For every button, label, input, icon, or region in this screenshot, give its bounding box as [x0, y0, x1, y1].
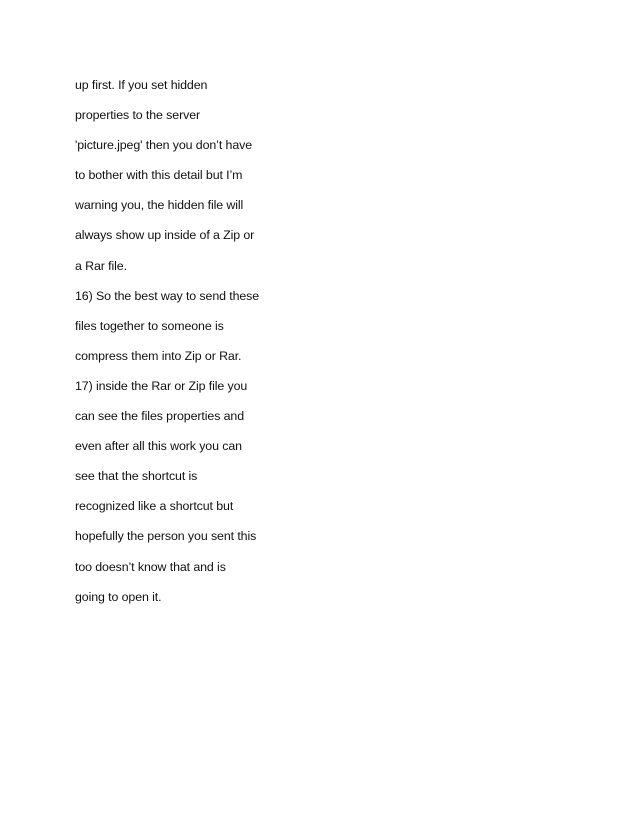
text-line: properties to the server: [75, 108, 201, 123]
text-line: 16) So the best way to send these: [75, 288, 260, 303]
text-line: to bother with this detail but I’m: [75, 168, 243, 183]
text-line: 'picture.jpeg' then you don’t have: [75, 138, 252, 153]
text-line: going to open it.: [75, 589, 162, 604]
text-line: a Rar file.: [75, 258, 127, 273]
text-line: files together to someone is: [75, 318, 224, 333]
text-line: always show up inside of a Zip or: [75, 228, 255, 243]
text-line: too doesn’t know that and is: [75, 559, 226, 574]
text-line: recognized like a shortcut but: [75, 499, 234, 514]
text-line: warning you, the hidden file will: [75, 198, 244, 213]
text-line: even after all this work you can: [75, 439, 242, 454]
text-line: 17) inside the Rar or Zip file you: [75, 378, 248, 393]
body-text: [75, 70, 315, 612]
text-line: compress them into Zip or Rar.: [75, 348, 242, 363]
text-line: up first. If you set hidden: [75, 78, 208, 92]
text-line: see that the shortcut is: [75, 469, 198, 484]
text-line: hopefully the person you sent this: [75, 529, 257, 544]
text-line: can see the files properties and: [75, 409, 244, 424]
